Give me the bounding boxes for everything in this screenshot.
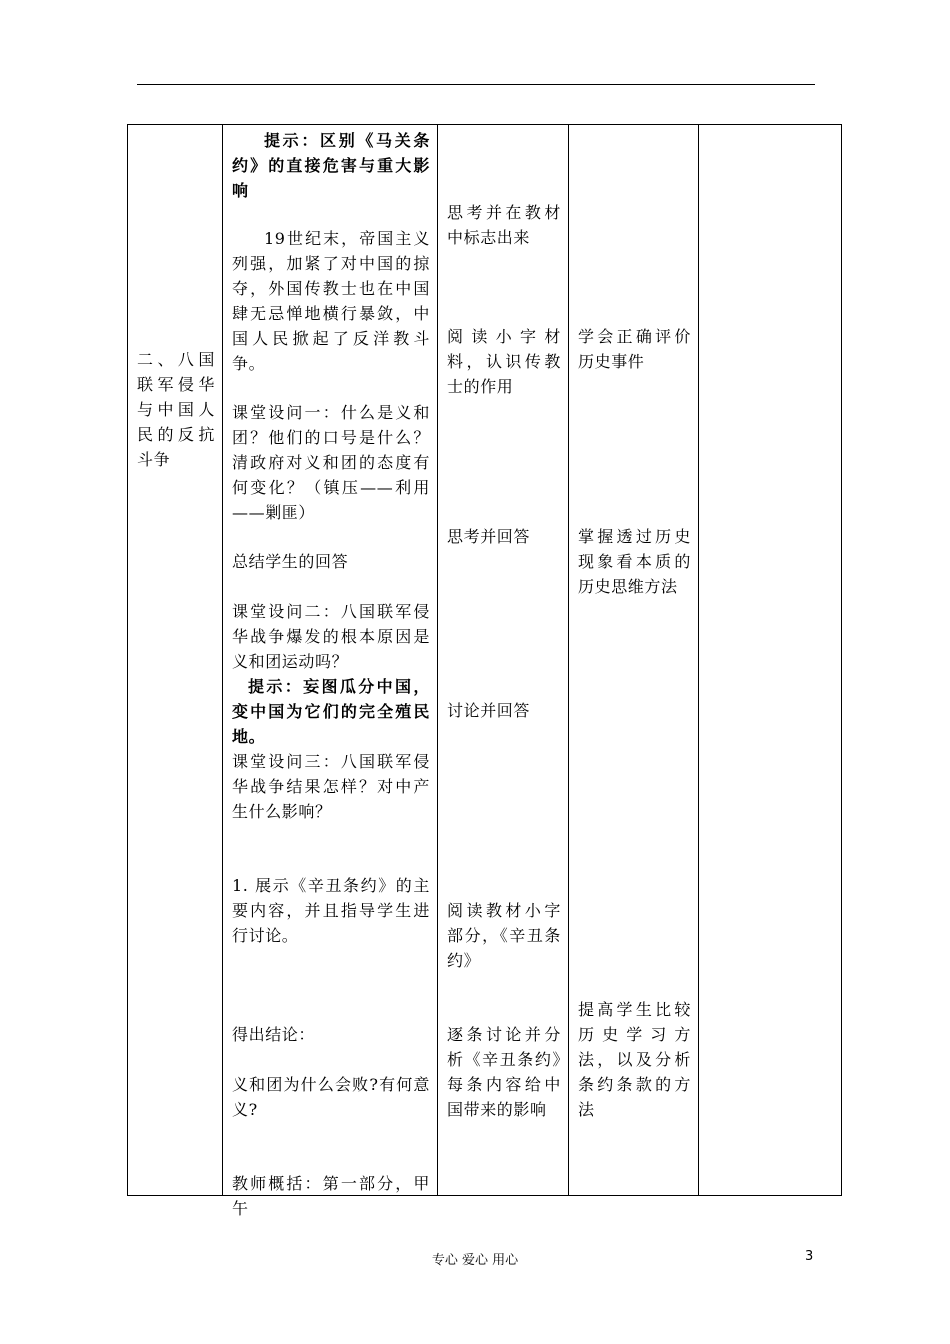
student-activity-6: 逐条讨论并分析《辛丑条约》每条内容给中国带来的影响	[447, 1025, 561, 1119]
section-column	[128, 125, 223, 1196]
student-activity-2: 阅读小字材料，认识传教士的作用	[447, 327, 561, 396]
student-activity-5: 阅读教材小字部分，《辛丑条约》	[447, 901, 561, 970]
page-footer: 专心 爱心 用心	[431, 1253, 519, 1268]
teacher-summary: 总结学生的回答	[232, 552, 349, 571]
lesson-plan-table	[127, 124, 842, 1218]
teacher-question-3: 课堂设问三：八国联军侵华战争结果怎样？对中产生什么影响？	[232, 752, 430, 821]
teacher-overview: 教师概括：第一部分，甲午	[232, 1174, 430, 1218]
student-activity-3: 思考并回答	[447, 527, 531, 546]
teacher-activity-column	[223, 125, 438, 1218]
design-purpose-column	[569, 125, 699, 1196]
student-activity-column	[438, 125, 569, 1196]
student-activity-1: 思考并在教材中标志出来	[447, 203, 561, 247]
teacher-treaty-display: 1. 展示《辛丑条约》的主要内容，并且指导学生进行讨论。	[232, 876, 430, 945]
teacher-question-1: 课堂设问一：什么是义和团？他们的口号是什么？清政府对义和团的态度有何变化？（镇压——利用——剿匪）	[232, 403, 430, 522]
notes-column	[699, 125, 842, 1196]
teacher-intro: 19世纪末，帝国主义列强，加紧了对中国的掠夺，外国传教士也在中国肆无忌惮地横行暴敛，中国人民掀起了反洋教斗争。	[232, 229, 430, 373]
teacher-question-4: 义和团为什么会败?有何意义?	[232, 1075, 430, 1119]
purpose-2: 掌握透过历史现象看本质的历史思维方法	[578, 527, 691, 596]
teacher-conclusion-label: 得出结论：	[232, 1025, 316, 1044]
header-rule	[137, 84, 815, 85]
section-title: 二、八国联军侵华与中国人民的反抗斗争	[137, 350, 215, 469]
table-row	[128, 125, 842, 1196]
purpose-3: 提高学生比较历史学习方法，以及分析条约条款的方法	[578, 1000, 691, 1119]
teacher-hint-1: 提示：区别《马关条约》的直接危害与重大影响	[232, 131, 430, 200]
teacher-question-2: 课堂设问二：八国联军侵华战争爆发的根本原因是义和团运动吗？	[232, 602, 430, 671]
page-number: 3	[805, 1249, 814, 1264]
purpose-1: 学会正确评价历史事件	[578, 327, 691, 371]
teacher-hint-2: 提示：妄图瓜分中国，变中国为它们的完全殖民地。	[232, 677, 430, 746]
student-activity-4: 讨论并回答	[447, 701, 531, 720]
